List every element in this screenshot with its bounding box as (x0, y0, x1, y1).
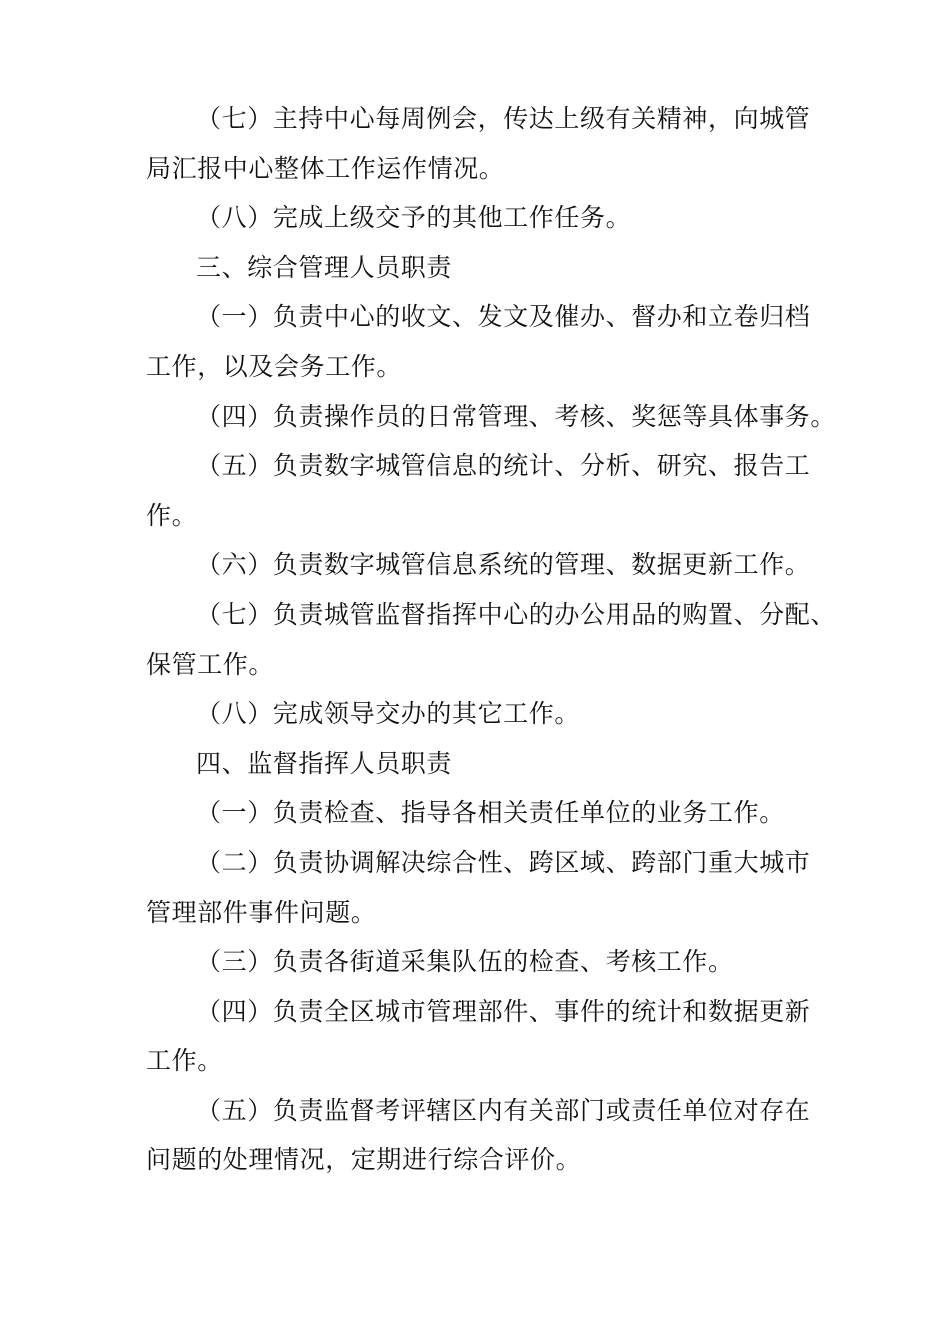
paragraph-line: （一）负责中心的收文、发文及催办、督办和立卷归档 (196, 302, 811, 332)
paragraph-line: （三）负责各街道采集队伍的检查、考核工作。 (196, 947, 734, 977)
paragraph-item-4-data-update (146, 987, 811, 1086)
paragraph-line: （五）负责监督考评辖区内有关部门或责任单位对存在 (196, 1095, 811, 1125)
paragraph-item-8-other-tasks (146, 193, 811, 243)
paragraph-item-3-collection-teams (146, 937, 811, 987)
paragraph-line: 管理部件事件问题。 (146, 897, 377, 927)
paragraph-item-5-statistics (146, 441, 811, 540)
paragraph-line: （六）负责数字城管信息系统的管理、数据更新工作。 (196, 550, 811, 580)
paragraph-line: 作。 (146, 500, 198, 530)
paragraph-item-1-documents (146, 292, 811, 391)
paragraph-line: 工作。 (146, 1046, 223, 1076)
section-heading-general-management (146, 243, 811, 293)
paragraph-item-5-evaluation (146, 1086, 811, 1185)
paragraph-item-8-other-work (146, 689, 811, 739)
paragraph-line: （四）负责全区城市管理部件、事件的统计和数据更新 (196, 996, 811, 1026)
paragraph-line: 问题的处理情况，定期进行综合评价。 (146, 1145, 582, 1175)
paragraph-item-4-operators (146, 392, 837, 442)
paragraph-line: （七）主持中心每周例会，传达上级有关精神，向城管 (196, 104, 811, 133)
paragraph-line: （七）负责城管监督指挥中心的办公用品的购置、分配、 (196, 599, 837, 629)
paragraph-line: （一）负责检查、指导各相关责任单位的业务工作。 (196, 798, 785, 828)
paragraph-line: （八）完成上级交予的其他工作任务。 (196, 203, 632, 233)
paragraph-line: 保管工作。 (146, 649, 275, 679)
paragraph-item-6-system (146, 540, 811, 590)
section-heading-text: 四、监督指挥人员职责 (196, 748, 453, 778)
section-heading-text: 三、综合管理人员职责 (196, 252, 453, 282)
paragraph-line: 局汇报中心整体工作运作情况。 (146, 153, 505, 183)
section-heading-supervision-command (146, 739, 811, 789)
paragraph-item-7-supplies (146, 590, 837, 689)
paragraph-line: （四）负责操作员的日常管理、考核、奖惩等具体事务。 (196, 401, 837, 431)
paragraph-item-1-inspection (146, 788, 811, 838)
paragraph-item-7-host-meeting (146, 94, 811, 193)
paragraph-line: （八）完成领导交办的其它工作。 (196, 699, 581, 729)
paragraph-line: 工作，以及会务工作。 (146, 351, 403, 381)
paragraph-item-2-coordination (146, 838, 811, 937)
paragraph-line: （二）负责协调解决综合性、跨区域、跨部门重大城市 (196, 847, 811, 877)
paragraph-line: （五）负责数字城管信息的统计、分析、研究、报告工 (196, 451, 811, 481)
document-body (146, 94, 837, 1185)
